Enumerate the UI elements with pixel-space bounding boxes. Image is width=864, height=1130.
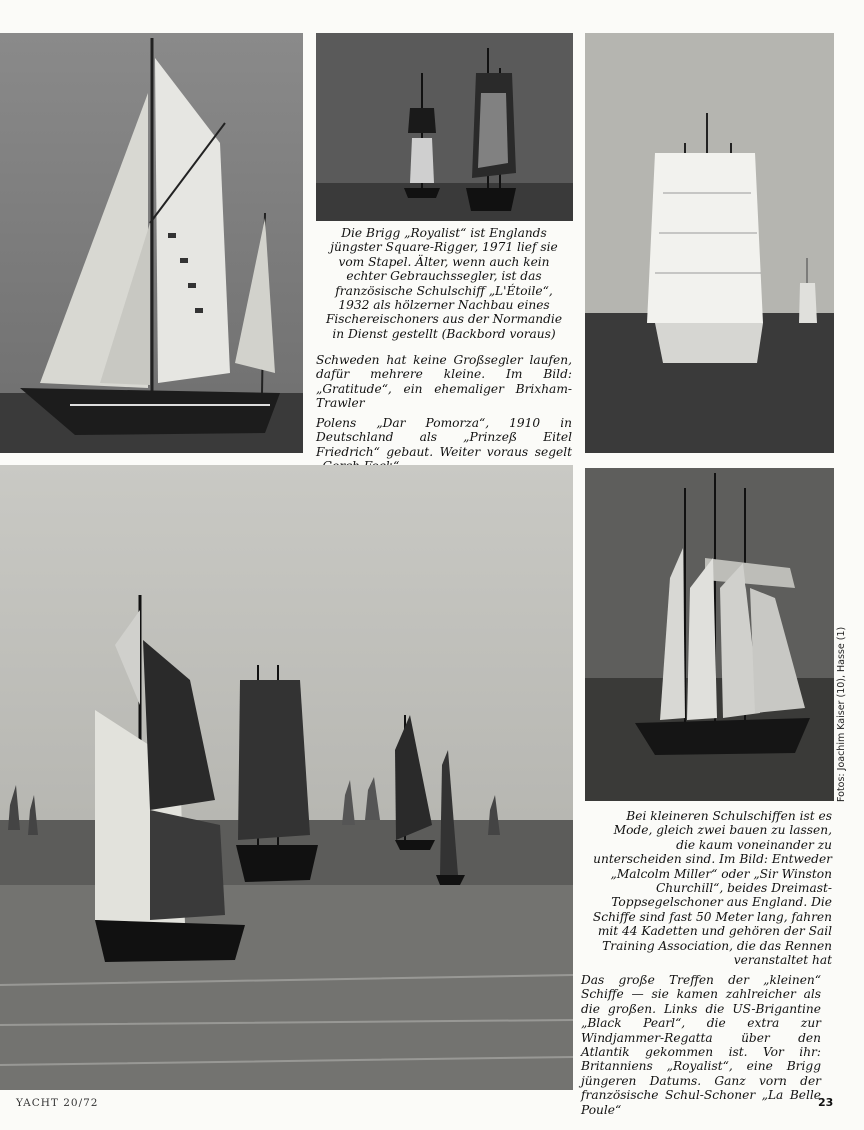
magazine-issue: YACHT 20/72: [16, 1097, 99, 1109]
photo-gratitude: [0, 33, 303, 453]
photo-regatta: [0, 465, 573, 1090]
photo-credit: Fotos: Joachim Kaiser (10), Hasse (1): [836, 626, 847, 802]
caption-royalist-etoile: Die Brigg „Royalist“ ist Englands jüngster Square-Rigger, 1971 lief sie vom Stapel. Älter, wenn auch kein echter Gebrauchssegler, ist das französische Schulschiff „L'Étoile“, 1932 als hölzerner Nachbau eines Fischereischoners aus der Normandie in Dienst gestellt (Backbord voraus): [325, 226, 563, 341]
photo-schooner: [585, 468, 834, 801]
photo-royalist-etoile: [316, 33, 573, 221]
caption-sweden: Schweden hat keine Großsegler laufen, dafür mehrere kleine. Im Bild: „Gratitude“, ein ehemaliger Brixham-Trawler: [316, 353, 572, 411]
caption-schulschiffe: Bei kleineren Schulschiffen ist es Mode, gleich zwei bauen zu lassen, die kaum voneinander zu unterscheiden sind. Im Bild: Entweder „Malcolm Miller“ oder „Sir Winston Churchill“, beides Dreimast-Toppsegelschoner aus England. Die Schiffe sind fast 50 Meter lang, fahren mit 44 Kadetten und gehören der Sail Training Association, die das Rennen veranstaltet hat: [592, 809, 832, 968]
page-number: 23: [818, 1096, 834, 1109]
caption-poland: Polens „Dar Pomorza“, 1910 in Deutschland als „Prinzeß Eitel Friedrich“ gebaut. Weiter voraus segelt: [316, 416, 572, 459]
photo-dar-pomorza: [585, 33, 834, 453]
caption-treffen: Das große Treffen der „kleinen“ Schiffe — sie kamen zahlreicher als die großen. Links die US-Brigantine „Black Pearl“, die extra zur Windjammer-Regatta über den Atlantik gekommen ist. Vor ihr: Britanniens „Royalist“, eine Brigg jüngeren Datums. Ganz vorn der französische Schul-Schoner „La Belle Poule“: [581, 973, 821, 1117]
